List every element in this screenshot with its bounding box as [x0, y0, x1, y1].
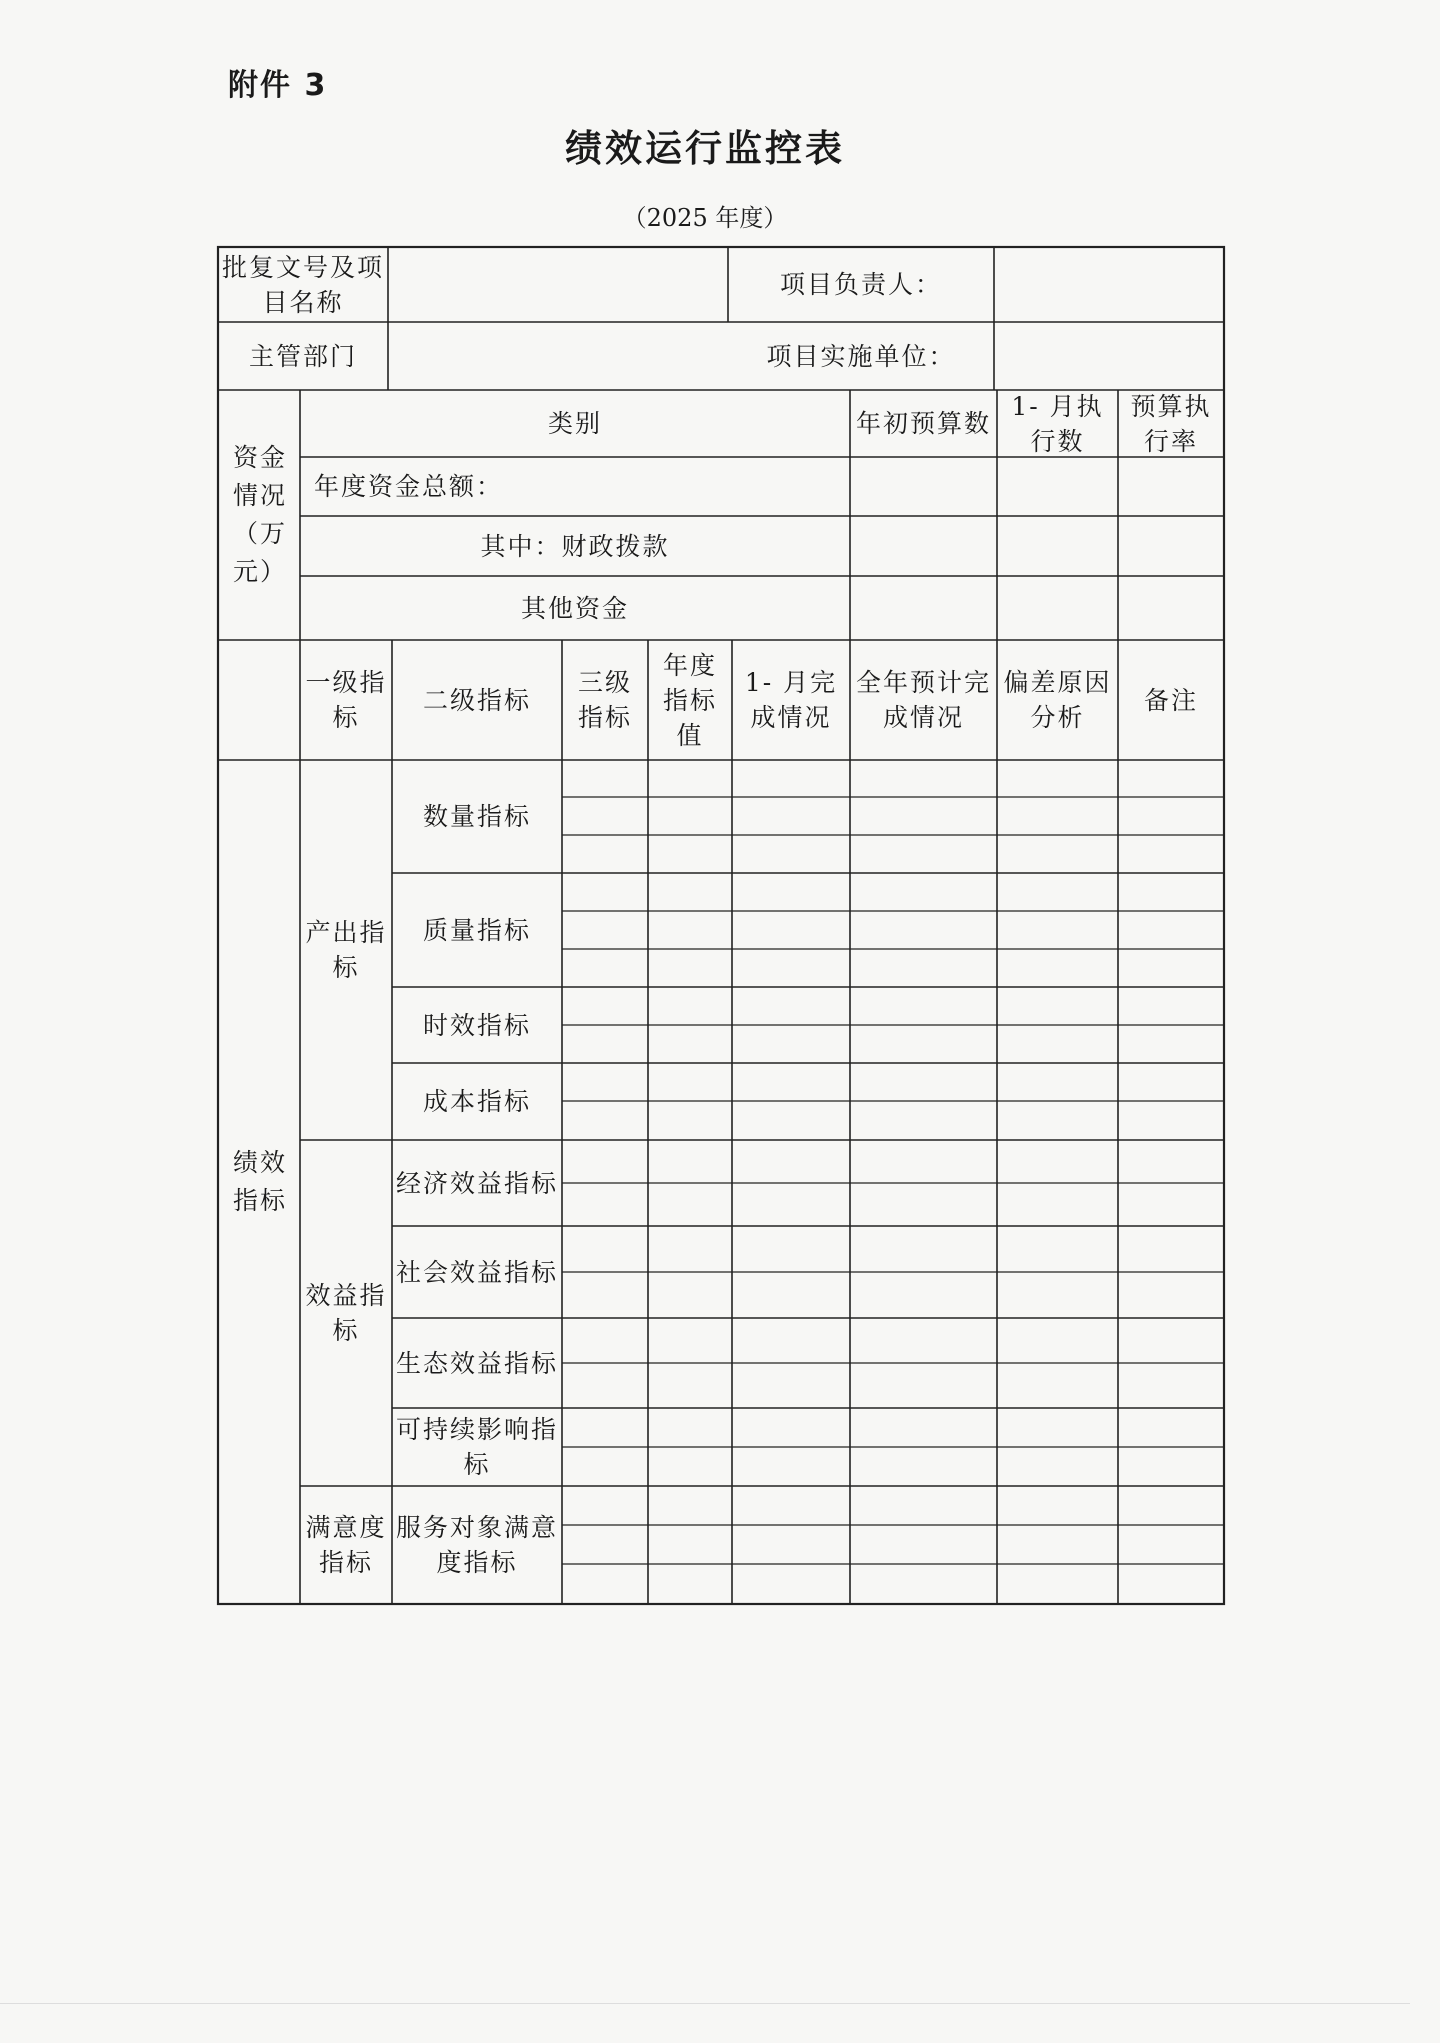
sustainable-impact-indicator: 可持续影响指标	[396, 1415, 559, 1479]
approval-name-label: 批复文号及项目名称	[222, 252, 385, 317]
funds-rate-header: 预算执行率	[1130, 391, 1212, 456]
funds-budget-header: 年初预算数	[855, 409, 991, 438]
quality-indicator: 质量指标	[422, 915, 531, 945]
page-bottom-rule	[0, 2003, 1410, 2004]
funds-side-label: 资金情况（万元）	[232, 443, 287, 586]
social-benefit-indicator: 社会效益指标	[396, 1257, 559, 1287]
output-indicator: 产出指标	[305, 918, 387, 982]
service-satisfaction-indicator: 服务对象满意度指标	[396, 1513, 559, 1577]
perf-forecast-header: 全年预计完成情况	[855, 668, 991, 732]
perf-level2-header: 二级指标	[422, 685, 531, 715]
economic-benefit-indicator: 经济效益指标	[396, 1168, 559, 1198]
funds-fiscal-row: 其中：财政拨款	[480, 531, 670, 561]
quantity-indicator: 数量指标	[422, 802, 531, 831]
attachment-label: 附件 3	[228, 68, 328, 103]
cost-indicator: 成本指标	[422, 1087, 531, 1116]
implementing-unit-label: 项目实施单位：	[766, 341, 956, 371]
benefit-indicator: 效益指标	[305, 1281, 387, 1345]
funds-exec-header: 1- 月执行数	[1011, 391, 1104, 456]
perf-level3-header: 三级指标	[577, 668, 632, 732]
funds-other-row: 其他资金	[520, 593, 629, 623]
perf-remark-header: 备注	[1143, 685, 1198, 715]
perf-deviation-header: 偏差原因分析	[1003, 668, 1112, 732]
timeliness-indicator: 时效指标	[422, 1010, 531, 1040]
department-label: 主管部门	[248, 341, 357, 371]
funds-category-header: 类别	[547, 409, 602, 438]
perf-level1-header: 一级指标	[305, 668, 387, 732]
ecological-benefit-indicator: 生态效益指标	[396, 1348, 559, 1378]
year-label: （2025 年度）	[622, 204, 788, 232]
funds-total-row: 年度资金总额：	[314, 472, 504, 501]
perf-target-header: 年度指标值	[662, 650, 717, 750]
document-title: 绩效运行监控表	[565, 127, 845, 170]
project-leader-label: 项目负责人：	[779, 270, 942, 299]
satisfaction-indicator: 满意度指标	[305, 1513, 387, 1577]
perf-done-header: 1- 月完成情况	[744, 668, 838, 732]
perf-side-label: 绩效指标	[232, 1148, 287, 1215]
